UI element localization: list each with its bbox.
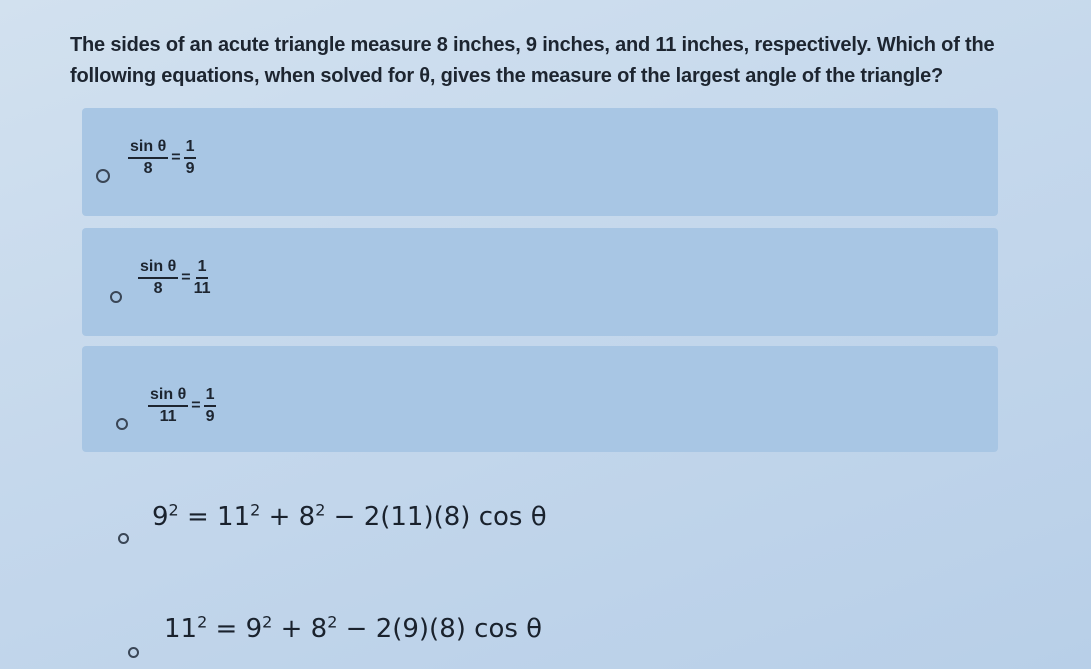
equation-term: = 9 [207, 614, 263, 644]
fraction-denominator: 9 [205, 408, 215, 425]
fraction-numerator: 1 [184, 138, 197, 159]
exponent: 2 [262, 612, 273, 632]
exponent: 2 [327, 612, 338, 632]
radio-button-option-3[interactable] [116, 418, 128, 430]
equation-option-3 [148, 386, 216, 426]
radio-button-option-1[interactable] [96, 169, 110, 183]
equals-sign: = [171, 149, 181, 166]
answer-option-2[interactable] [82, 228, 998, 336]
fraction-denominator: 8 [153, 280, 163, 297]
fraction-left [128, 138, 168, 178]
answer-option-1[interactable] [82, 108, 998, 216]
fraction-left [148, 386, 188, 426]
exponent: 2 [250, 500, 261, 520]
fraction-numerator: sin θ [138, 258, 178, 279]
exponent: 2 [168, 500, 179, 520]
equation-option-1 [128, 138, 196, 178]
answer-option-3[interactable] [82, 346, 998, 452]
equation-term: − 2(9)(8) cos θ [337, 614, 543, 644]
equation-option-2 [138, 258, 210, 298]
fraction-numerator: sin θ [148, 386, 188, 407]
fraction-left [138, 258, 178, 298]
answer-option-5[interactable] [82, 578, 998, 669]
radio-button-option-5[interactable] [128, 647, 139, 658]
equation-term: − 2(11)(8) cos θ [325, 502, 547, 532]
fraction-denominator: 11 [193, 280, 211, 297]
fraction-right [184, 138, 197, 178]
equation-term: = 11 [178, 502, 251, 532]
fraction-denominator: 8 [143, 160, 153, 177]
fraction-denominator: 9 [185, 160, 195, 177]
exponent: 2 [197, 612, 208, 632]
question-text: The sides of an acute triangle measure 8 inches, 9 inches, and 11 inches, respectively. Which of the following equations, when solved for θ, gives the measure of the largest angle of the triangle? [70, 34, 995, 87]
equation-term: 11 [164, 614, 198, 644]
fraction-numerator: 1 [204, 386, 217, 407]
fraction-denominator: 11 [159, 408, 177, 425]
exponent: 2 [315, 500, 326, 520]
equation-term: + 8 [272, 614, 328, 644]
equation-option-4 [152, 502, 547, 532]
radio-button-option-2[interactable] [110, 291, 122, 303]
fraction-right [194, 258, 211, 298]
equation-option-5 [164, 614, 542, 644]
fraction-numerator: sin θ [128, 138, 168, 159]
equation-term: 9 [152, 502, 169, 532]
equals-sign: = [191, 397, 201, 414]
answer-option-4[interactable] [82, 462, 998, 570]
radio-button-option-4[interactable] [118, 533, 129, 544]
equation-term: + 8 [260, 502, 316, 532]
fraction-right [204, 386, 217, 426]
fraction-numerator: 1 [196, 258, 209, 279]
equals-sign: = [181, 269, 191, 286]
